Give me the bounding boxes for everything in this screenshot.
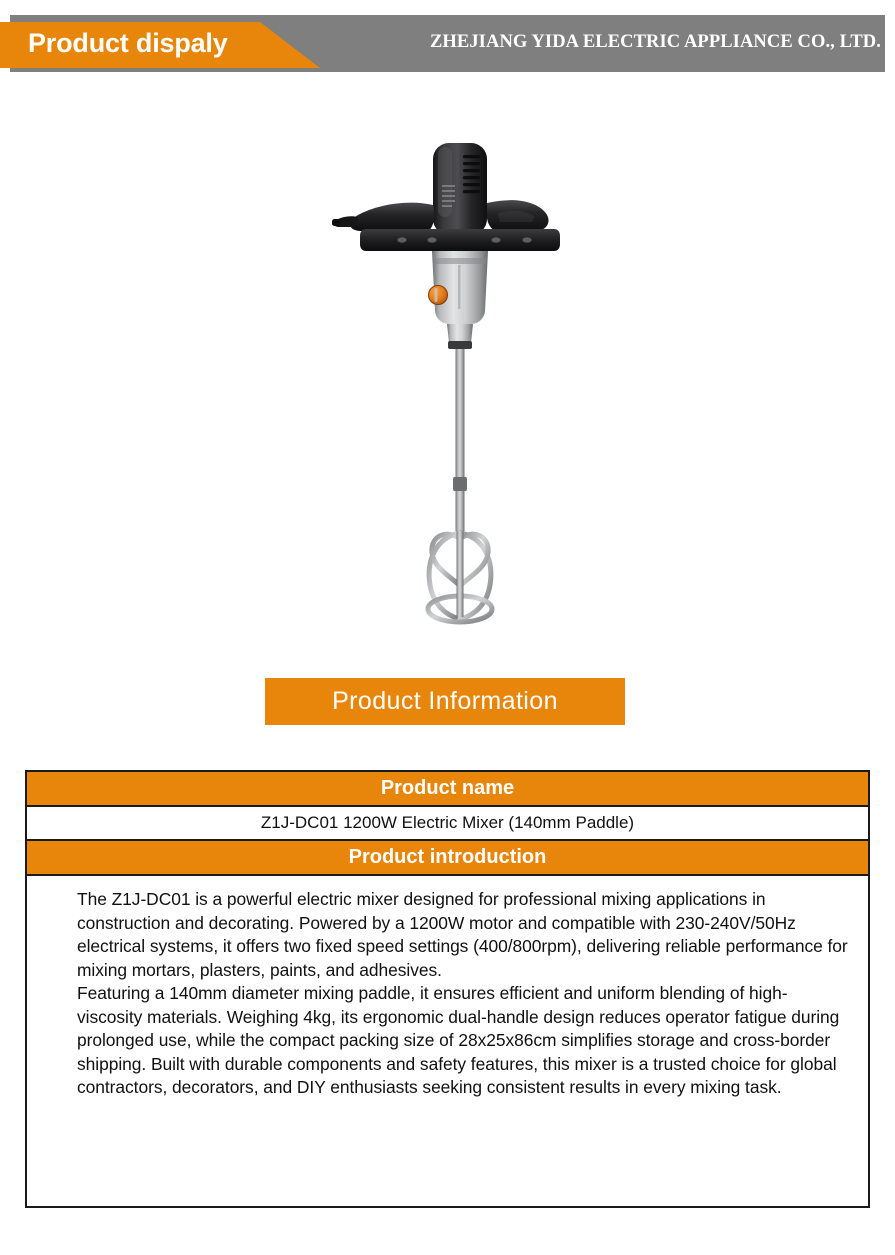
product-info-table — [25, 770, 870, 1208]
introduction-paragraph: The Z1J-DC01 is a powerful electric mixer designed for professional mixing applications in construction and decorating. Powered by a 1200W motor and compatible with 230-240V/50Hz electrical systems, it offers two fixed speed settings (400/800rpm), delivering reliable performance for mixing mortars, plasters, paints, and adhesives. — [77, 889, 848, 980]
product-introduction-header-label: Product introduction — [348, 846, 547, 868]
table-row-product-introduction — [27, 876, 868, 1206]
product-information-banner — [265, 678, 625, 725]
page-header — [0, 0, 895, 86]
page-title: Product dispaly — [28, 28, 228, 58]
product-image — [330, 125, 590, 635]
product-name-value-label: Z1J-DC01 1200W Electric Mixer (140mm Paddle) — [260, 813, 635, 832]
product-information-banner-label: Product Information — [332, 687, 558, 715]
table-row-header-product-name — [27, 772, 868, 807]
product-name-header-label: Product name — [380, 777, 515, 799]
introduction-paragraph: Featuring a 140mm diameter mixing paddle, it ensures efficient and uniform blending of high-viscosity materials. Weighing 4kg, its ergonomic dual-handle design reduces operator fatigue during prolonged use, while the compact packing size of 28x25x86cm simplifies storage and cross-border shipping. Built with durable components and safety features, this mixer is a trusted choice for global contractors, decorators, and DIY enthusiasts seeking consistent results in every mixing task. — [77, 983, 840, 1097]
company-name: ZHEJIANG YIDA ELECTRIC APPLIANCE CO., LTD. — [429, 32, 881, 52]
table-row-product-name — [27, 807, 868, 841]
table-row-header-product-introduction — [27, 841, 868, 876]
